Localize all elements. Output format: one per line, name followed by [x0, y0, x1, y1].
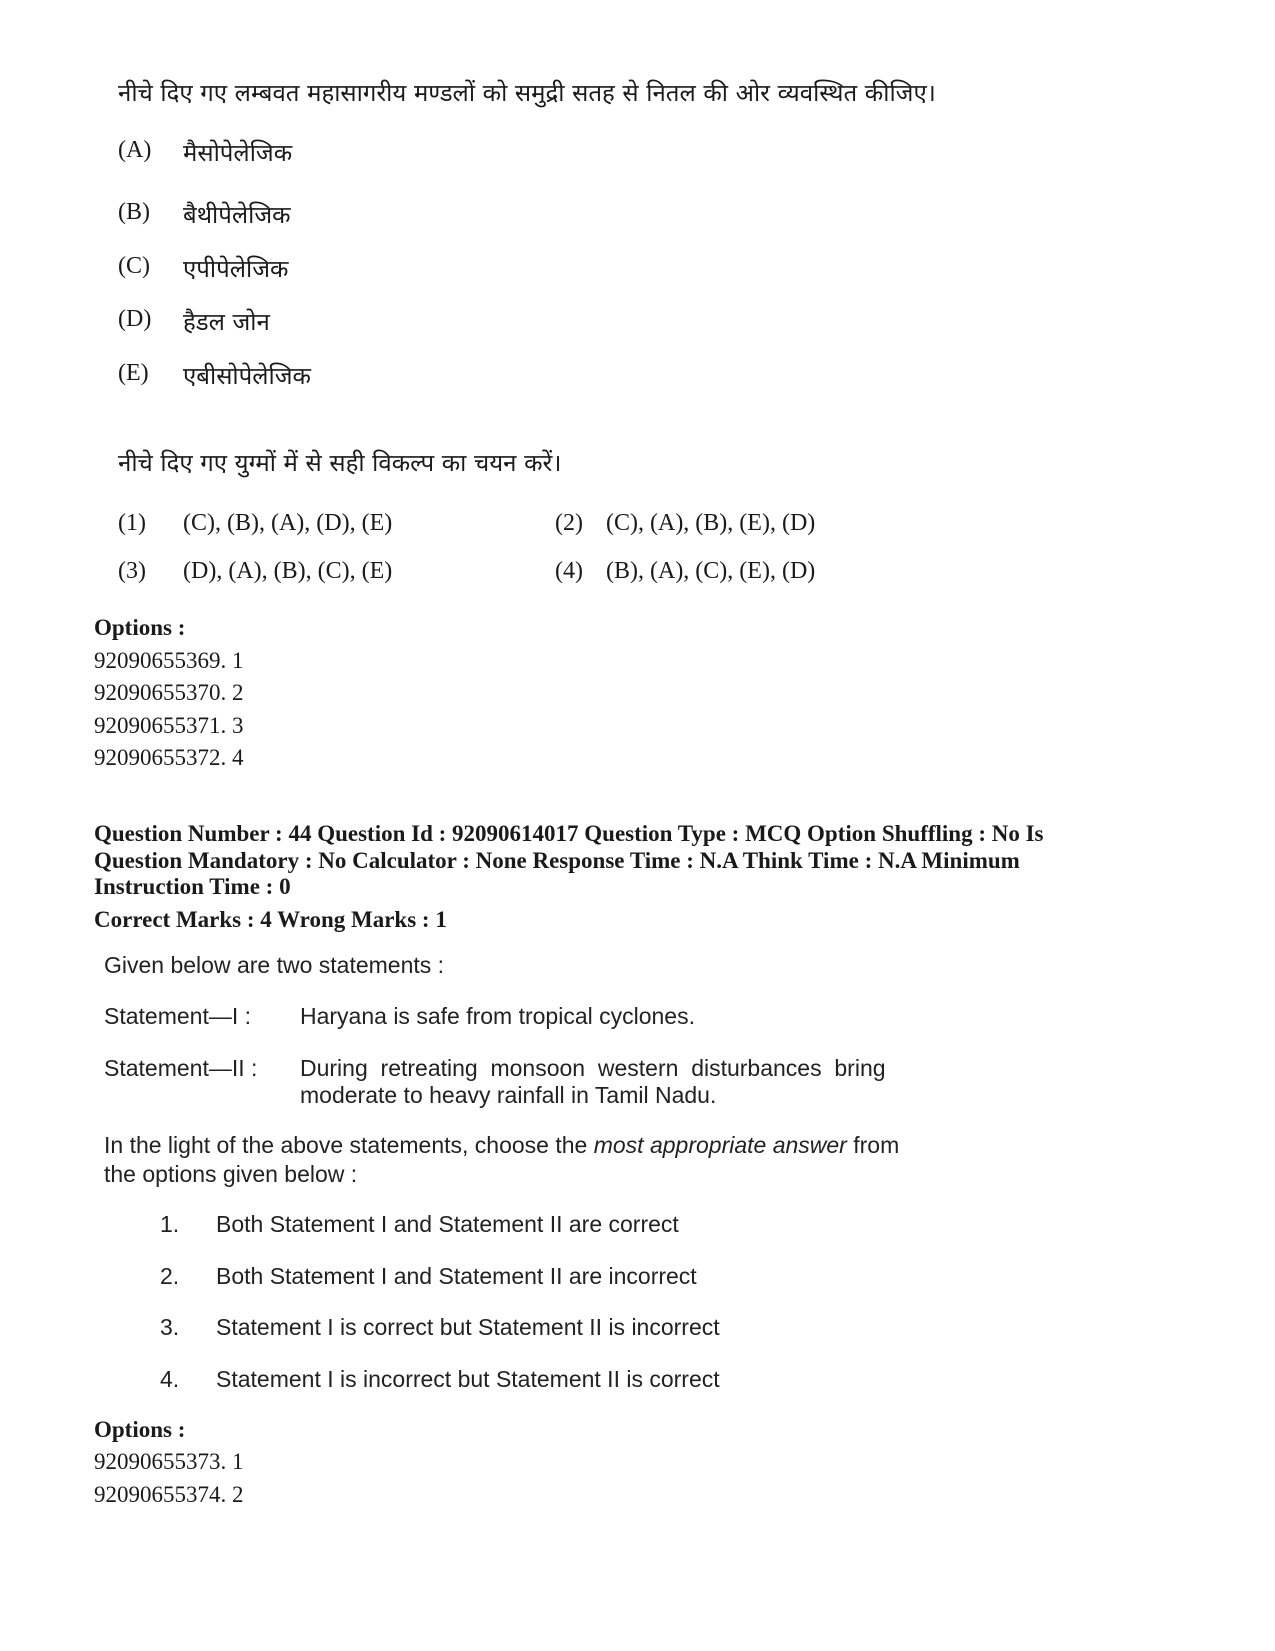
- item-text: एपीपेलेजिक: [183, 255, 289, 283]
- statement2-label: Statement—II :: [104, 1055, 258, 1081]
- choice-text: Statement I is correct but Statement II is incorrect: [216, 1314, 720, 1340]
- light-pre: In the light of the above statements, choose the: [104, 1132, 594, 1158]
- statement2-text: During retreating monsoon western disturbances bring: [300, 1055, 886, 1081]
- light-post: from: [846, 1132, 900, 1158]
- light-instruction-cont: the options given below :: [104, 1161, 358, 1187]
- choice-text: Both Statement I and Statement II are incorrect: [216, 1263, 697, 1289]
- question-stem: नीचे दिए गए लम्बवत महासागरीय मण्डलों को समुद्री सतह से नितल की ओर व्यवस्थित कीजिए।: [118, 79, 936, 107]
- choice-number: 1.: [160, 1211, 180, 1237]
- choice-number: 3.: [160, 1314, 180, 1340]
- statement2-text-cont: moderate to heavy rainfall in Tamil Nadu.: [300, 1082, 717, 1108]
- marks-line: Correct Marks : 4 Wrong Marks : 1: [94, 907, 447, 932]
- choice-text: (B), (A), (C), (E), (D): [606, 558, 816, 584]
- question-meta-line3: Instruction Time : 0: [94, 874, 291, 899]
- choice-number: (1): [118, 510, 146, 536]
- question-meta-line1: Question Number : 44 Question Id : 92090614017 Question Type : MCQ Option Shuffling : No Is: [94, 821, 1044, 846]
- choice-number: (3): [118, 558, 146, 584]
- item-text: मैसोपेलेजिक: [183, 139, 293, 167]
- choice-number: 4.: [160, 1366, 180, 1392]
- item-label: (E): [118, 360, 149, 386]
- choice-number: (4): [555, 558, 583, 584]
- option-id: 92090655372. 4: [94, 745, 244, 770]
- choice-text: (D), (A), (B), (C), (E): [183, 558, 393, 584]
- item-label: (B): [118, 199, 150, 225]
- choice-text: Statement I is incorrect but Statement II is correct: [216, 1366, 720, 1392]
- choice-text: (C), (A), (B), (E), (D): [606, 510, 816, 536]
- statement1-label: Statement—I :: [104, 1003, 252, 1029]
- choice-text: (C), (B), (A), (D), (E): [183, 510, 393, 536]
- item-text: एबीसोपेलेजिक: [183, 362, 311, 390]
- statements-intro: Given below are two statements :: [104, 952, 445, 978]
- option-id: 92090655373. 1: [94, 1449, 244, 1474]
- item-text: बैथीपेलेजिक: [183, 201, 291, 229]
- option-id: 92090655369. 1: [94, 648, 244, 673]
- options-heading: Options :: [94, 615, 186, 640]
- choice-number: 2.: [160, 1263, 180, 1289]
- item-label: (A): [118, 137, 152, 163]
- light-instruction: [104, 1132, 899, 1159]
- option-id: 92090655374. 2: [94, 1482, 244, 1507]
- option-id: 92090655370. 2: [94, 680, 244, 705]
- light-emphasis: most appropriate answer: [593, 1132, 847, 1158]
- instruction-text: नीचे दिए गए युग्मों में से सही विकल्प का चयन करें।: [118, 449, 562, 477]
- question-meta-line2: Question Mandatory : No Calculator : None Response Time : N.A Think Time : N.A Minimum: [94, 848, 1020, 873]
- options-heading: Options :: [94, 1417, 186, 1442]
- item-label: (C): [118, 253, 150, 279]
- option-id: 92090655371. 3: [94, 713, 244, 738]
- choice-text: Both Statement I and Statement II are correct: [216, 1211, 679, 1237]
- statement1-text: Haryana is safe from tropical cyclones.: [300, 1003, 695, 1029]
- choice-number: (2): [555, 510, 583, 536]
- item-text: हैडल जोन: [183, 308, 270, 336]
- item-label: (D): [118, 306, 152, 332]
